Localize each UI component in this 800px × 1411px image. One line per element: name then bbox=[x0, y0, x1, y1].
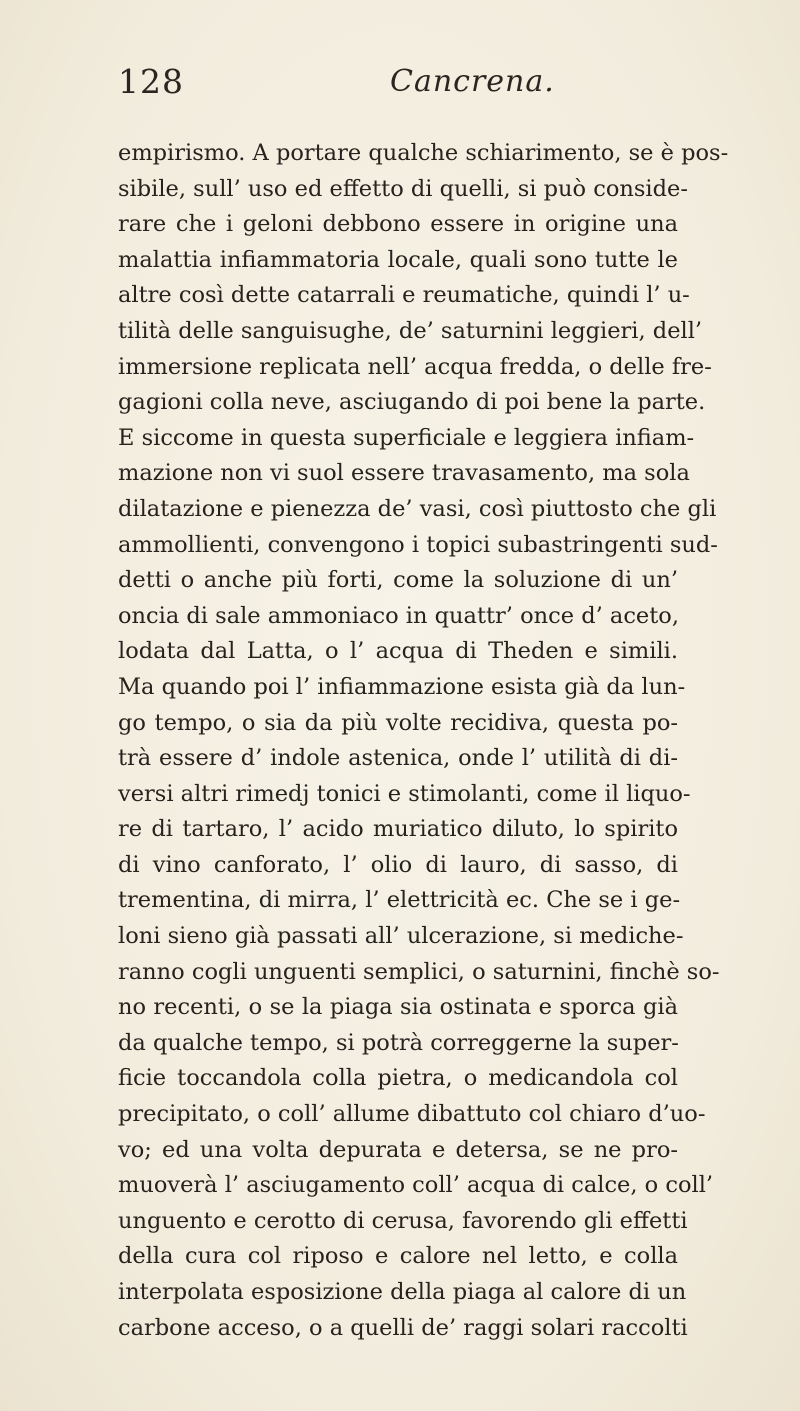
text-line: go tempo, o sia da più volte recidiva, questa po- bbox=[118, 709, 678, 736]
text-line: carbone acceso, o a quelli de’ raggi solari raccolti bbox=[118, 1314, 688, 1341]
text-line: detti o anche più forti, come la soluzione di un’ bbox=[118, 567, 678, 594]
text-line: vo; ed una volta depurata e detersa, se ne pro- bbox=[118, 1136, 678, 1163]
text-line: altre così dette catarrali e reumatiche, quindi l’ u- bbox=[118, 282, 690, 309]
text-line: precipitato, o coll’ allume dibattuto col chiaro d’uo- bbox=[118, 1101, 706, 1128]
text-line: interpolata esposizione della piaga al calore di un bbox=[118, 1279, 687, 1305]
text-line: rare che i geloni debbono essere in origine una bbox=[118, 211, 678, 238]
text-line: no recenti, o se la piaga sia ostinata e sporca già bbox=[118, 994, 678, 1021]
text-line: E siccome in questa superficiale e leggiera infiam- bbox=[118, 424, 695, 451]
text-line: trà essere d’ indole astenica, onde l’ utilità di di- bbox=[118, 745, 678, 772]
text-line: Ma quando poi l’ infiammazione esista già da lun- bbox=[118, 673, 686, 700]
text-line: da qualche tempo, si potrà correggerne la super- bbox=[118, 1029, 679, 1056]
text-line: dilatazione e pienezza de’ vasi, così piuttosto che gli bbox=[118, 495, 717, 522]
text-line: lodata dal Latta, o l’ acqua di Theden e simili. bbox=[118, 638, 678, 665]
text-line: malattia infiammatoria locale, quali sono tutte le bbox=[118, 246, 678, 273]
text-line: trementina, di mirra, l’ elettricità ec. Che se i ge- bbox=[118, 887, 681, 914]
text-line: immersione replicata nell’ acqua fredda, o delle fre- bbox=[118, 353, 712, 380]
text-line: tilità delle sanguisughe, de’ saturnini leggieri, dell’ bbox=[118, 317, 703, 344]
text-line: oncia di sale ammoniaco in quattr’ once d’ aceto, bbox=[118, 602, 679, 629]
text-line: unguento e cerotto di cerusa, favorendo gli effetti bbox=[118, 1207, 688, 1234]
text-line: ammollienti, convengono i topici subastringenti sud- bbox=[118, 531, 718, 558]
text-line: ranno cogli unguenti semplici, o saturnini, finchè so- bbox=[118, 958, 720, 985]
text-line: mazione non vi suol essere travasamento, ma sola bbox=[118, 460, 690, 487]
text-line: di vino canforato, l’ olio di lauro, di sasso, di bbox=[118, 851, 678, 878]
text-line: re di tartaro, l’ acido muriatico diluto, lo spirito bbox=[118, 816, 678, 843]
text-line: ficie toccandola colla pietra, o medicandola col bbox=[118, 1065, 678, 1092]
text-line: gagioni colla neve, asciugando di poi bene la parte. bbox=[118, 389, 706, 416]
body-text bbox=[118, 136, 729, 1346]
page-header bbox=[118, 62, 678, 112]
text-line: empirismo. A portare qualche schiarimento, se è pos- bbox=[118, 140, 729, 166]
text-line: della cura col riposo e calore nel letto, e colla bbox=[118, 1243, 678, 1270]
text-line: versi altri rimedj tonici e stimolanti, come il liquo- bbox=[118, 780, 691, 807]
text-line: muoverà l’ asciugamento coll’ acqua di calce, o coll’ bbox=[118, 1172, 714, 1199]
text-line: sibile, sull’ uso ed effetto di quelli, si può conside- bbox=[118, 175, 688, 202]
text-line: loni sieno già passati all’ ulcerazione, si mediche- bbox=[118, 923, 684, 950]
running-title: Cancrena. bbox=[390, 64, 555, 99]
page-number: 128 bbox=[118, 62, 184, 101]
